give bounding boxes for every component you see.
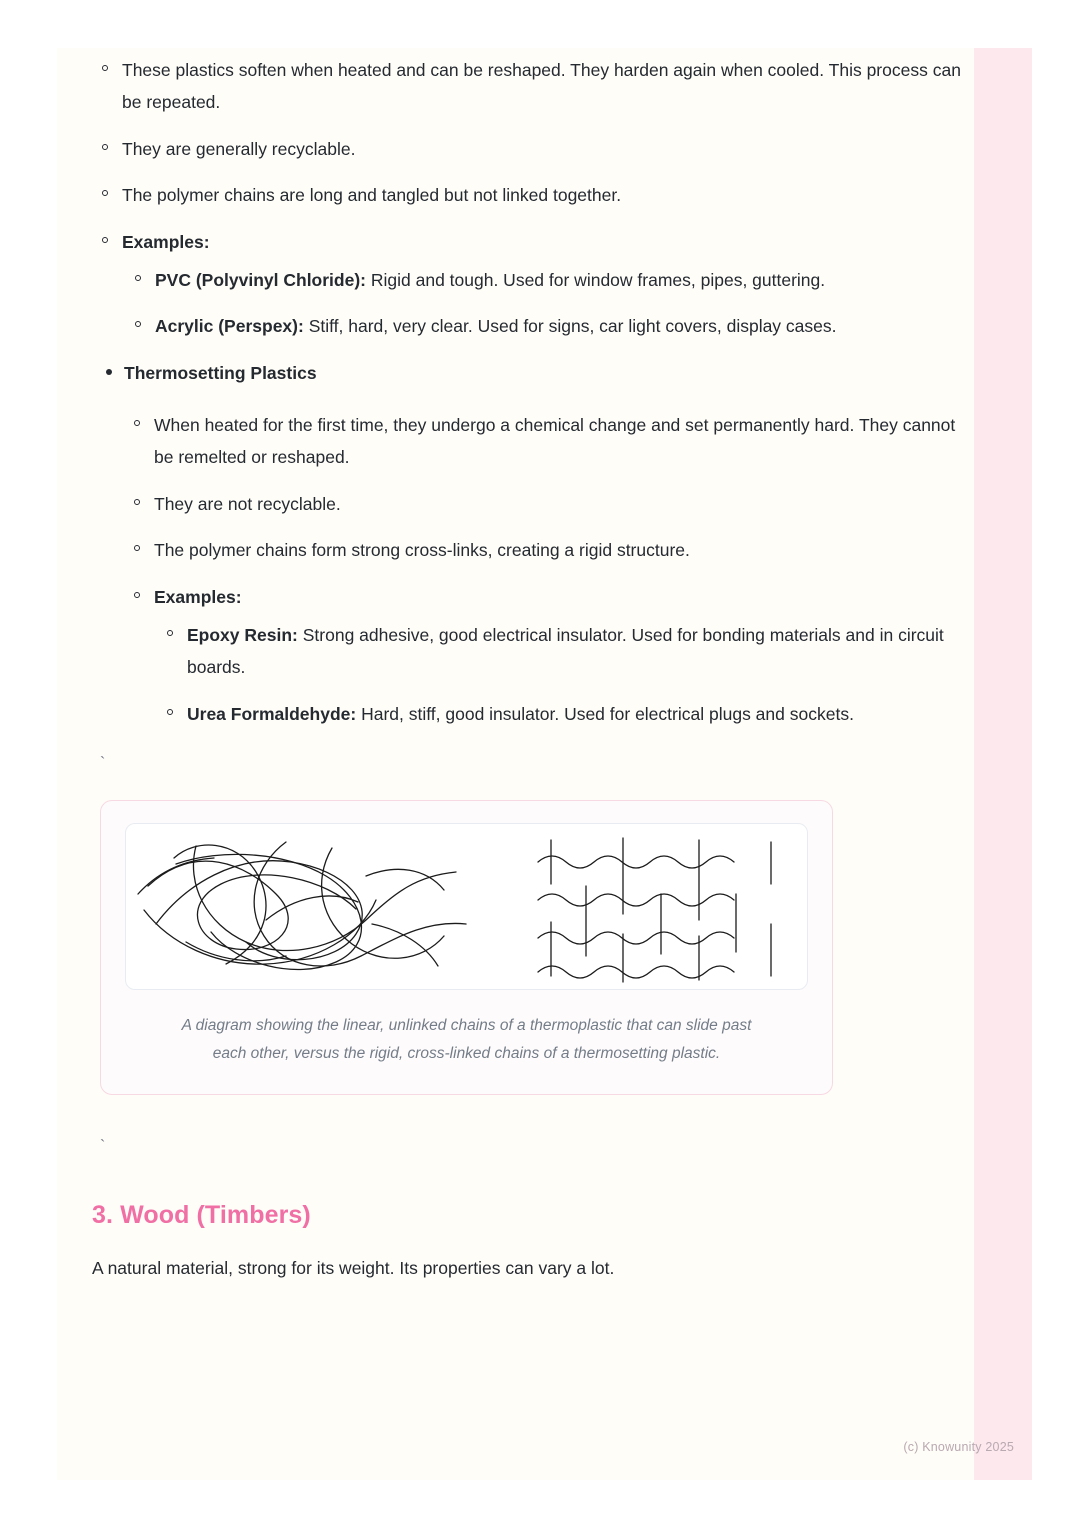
example-description: Strong adhesive, good electrical insulator. Used for bonding materials and in circuit boards. bbox=[187, 624, 944, 678]
figure-caption: A diagram showing the linear, unlinked chains of a thermoplastic that can slide past each other, versus the rigid, cross-linked chains of a thermosetting plastic. bbox=[181, 1017, 752, 1062]
list-item bbox=[154, 698, 962, 730]
list-item bbox=[124, 409, 962, 474]
example-description: Hard, stiff, good insulator. Used for electrical plugs and sockets. bbox=[356, 703, 854, 724]
list-item-examples bbox=[124, 581, 962, 731]
section-title-wood: 3. Wood (Timbers) bbox=[92, 1200, 311, 1229]
thermosetting-bullet-list bbox=[124, 409, 962, 730]
list-item bbox=[124, 488, 962, 520]
dot-bullet-icon bbox=[106, 369, 112, 375]
list-item bbox=[122, 264, 962, 296]
document-page bbox=[57, 48, 1032, 1480]
ring-bullet-icon bbox=[102, 65, 108, 71]
example-term: Epoxy Resin: bbox=[187, 624, 298, 645]
ring-bullet-icon bbox=[167, 630, 173, 636]
example-term: Urea Formaldehyde: bbox=[187, 703, 357, 724]
list-item-text: They are generally recyclable. bbox=[122, 138, 356, 159]
examples-label: Examples: bbox=[122, 231, 210, 252]
thermoplastic-examples-list bbox=[122, 264, 962, 343]
example-description: Stiff, hard, very clear. Used for signs, car light covers, display cases. bbox=[303, 316, 837, 337]
list-item-text: The polymer chains form strong cross-links, creating a rigid structure. bbox=[154, 540, 690, 561]
list-item bbox=[124, 534, 962, 566]
polymer-chains-diagram bbox=[126, 824, 808, 989]
thermosetting-examples-list bbox=[154, 619, 962, 730]
example-term: PVC (Polyvinyl Chloride): bbox=[155, 269, 366, 290]
figure-image bbox=[125, 823, 808, 990]
stray-backtick-2: ` bbox=[100, 1137, 106, 1155]
thermoplastic-bullet-list bbox=[92, 54, 962, 343]
example-term: Acrylic (Perspex): bbox=[155, 316, 304, 337]
example-description: Rigid and tough. Used for window frames, pipes, guttering. bbox=[366, 269, 826, 290]
stray-backtick: ` bbox=[100, 755, 106, 772]
thermosetting-heading: Thermosetting Plastics bbox=[124, 362, 317, 383]
list-item bbox=[154, 619, 962, 684]
section-body-text: A natural material, strong for its weight. Its properties can vary a lot. bbox=[92, 1257, 615, 1278]
examples-label: Examples: bbox=[154, 586, 242, 607]
ring-bullet-icon bbox=[134, 592, 140, 598]
figure-card bbox=[100, 800, 833, 1095]
list-item bbox=[92, 179, 962, 211]
ring-bullet-icon bbox=[102, 237, 108, 243]
ring-bullet-icon bbox=[102, 144, 108, 150]
list-item-text: These plastics soften when heated and can be reshaped. They harden again when cooled. This process can be repeated. bbox=[122, 60, 961, 113]
list-item bbox=[92, 54, 962, 119]
list-item-text: They are not recyclable. bbox=[154, 493, 341, 514]
ring-bullet-icon bbox=[167, 709, 173, 715]
thermosetting-section bbox=[92, 357, 962, 730]
ring-bullet-icon bbox=[134, 420, 140, 426]
list-item-thermosetting bbox=[92, 357, 962, 730]
list-item bbox=[122, 310, 962, 342]
ring-bullet-icon bbox=[134, 499, 140, 505]
watermark: (c) Knowunity 2025 bbox=[903, 1440, 1014, 1454]
ring-bullet-icon bbox=[135, 321, 141, 327]
ring-bullet-icon bbox=[134, 545, 140, 551]
ring-bullet-icon bbox=[102, 190, 108, 196]
list-item bbox=[92, 133, 962, 165]
ring-bullet-icon bbox=[135, 275, 141, 281]
list-item-text: When heated for the first time, they undergo a chemical change and set permanently hard. They cannot be remelted or reshaped. bbox=[154, 415, 956, 468]
document-content bbox=[57, 48, 1032, 1284]
list-item-text: The polymer chains are long and tangled but not linked together. bbox=[122, 185, 622, 206]
list-item-examples bbox=[92, 226, 962, 343]
